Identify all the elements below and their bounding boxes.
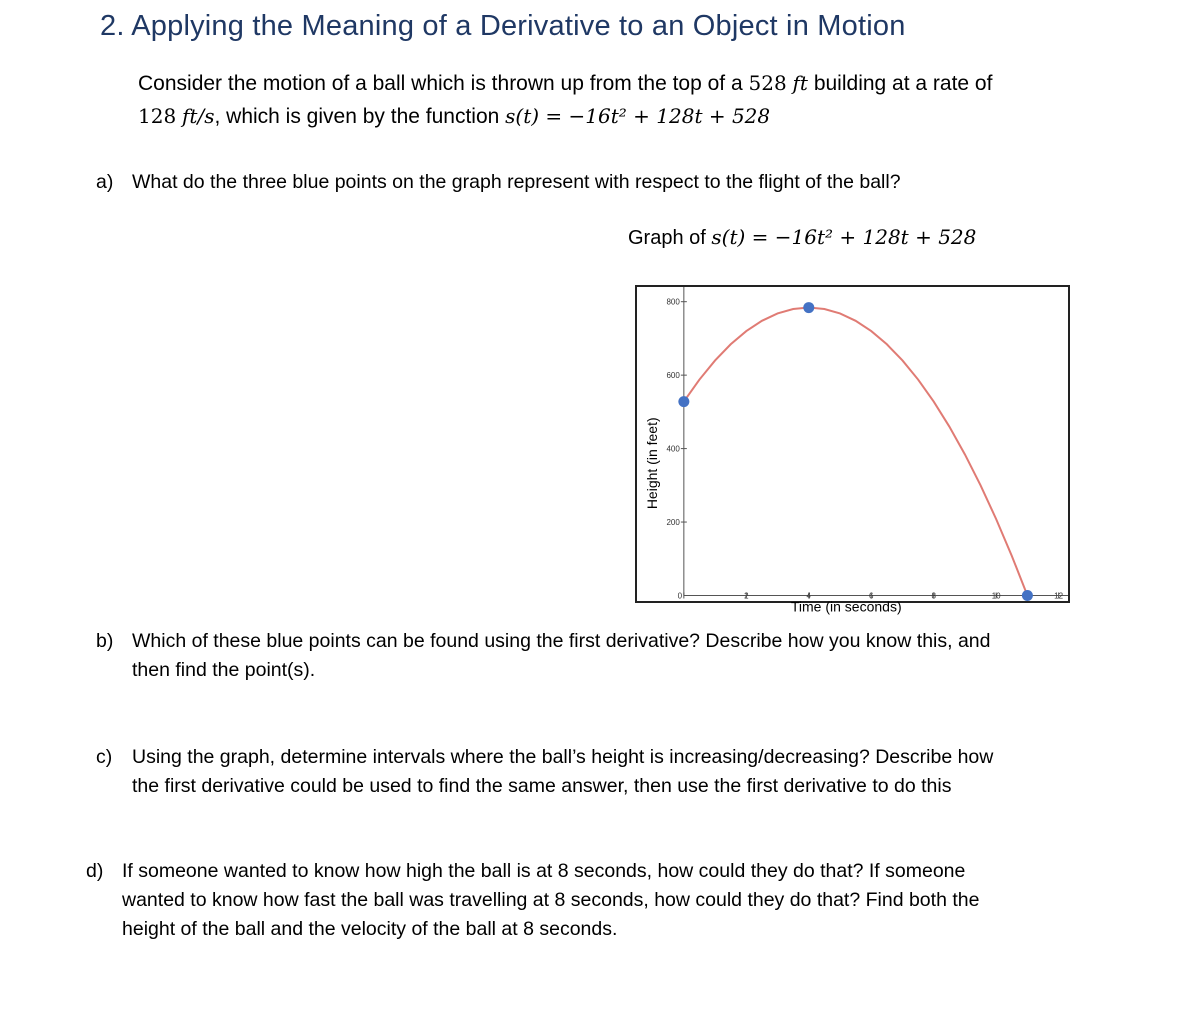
intro-text-2: building at a rate of bbox=[807, 72, 993, 95]
building-height: 528 bbox=[748, 71, 787, 95]
throw-rate: 128 bbox=[138, 104, 177, 128]
question-d bbox=[86, 857, 1146, 947]
question-c-line-2: the first derivative could be used to find the same answer, then use the first derivative to do this bbox=[132, 775, 952, 797]
x-tick-label: 10 bbox=[991, 591, 1001, 601]
height-curve bbox=[684, 308, 1028, 596]
question-c-text bbox=[132, 743, 993, 801]
question-a-text: What do the three blue points on the graph represent with respect to the flight of the ball? bbox=[132, 171, 901, 193]
intro-paragraph bbox=[138, 67, 1138, 133]
y-tick-label: 400 bbox=[666, 444, 680, 454]
question-b-label: b) bbox=[96, 630, 114, 652]
question-b bbox=[96, 627, 1146, 687]
intro-text-1: Consider the motion of a ball which is thrown up from the top of a bbox=[138, 72, 749, 95]
question-b-line-2: then find the point(s). bbox=[132, 659, 316, 681]
motion-chart bbox=[635, 285, 1070, 615]
question-c-line-1: Using the graph, determine intervals where the ball’s height is increasing/decreasing? Describe how bbox=[132, 746, 994, 768]
x-tick-label: 6 bbox=[869, 591, 874, 601]
graph-title-function: s(t) = −16t² + 128t + 528 bbox=[711, 225, 977, 249]
question-d-label: d) bbox=[86, 860, 104, 882]
question-b-line-1: Which of these blue points can be found using the first derivative? Describe how you know this, and bbox=[132, 630, 991, 652]
graph-title-prefix: Graph of bbox=[628, 227, 712, 249]
question-d-line-1: If someone wanted to know how high the ball is at 8 seconds, how could they do that? If someone bbox=[122, 860, 966, 882]
x-axis-label: Time (in seconds) bbox=[790, 598, 902, 615]
blue-point-3 bbox=[1022, 590, 1033, 601]
question-b-text bbox=[132, 627, 991, 685]
chart-canvas bbox=[637, 287, 1068, 615]
intro-text-3: , which is given by the function bbox=[214, 105, 506, 128]
x-tick-label: 2 bbox=[744, 591, 749, 601]
question-d-text bbox=[122, 857, 979, 944]
question-d-line-2: wanted to know how fast the ball was travelling at 8 seconds, how could they do that? Find both the bbox=[122, 889, 980, 911]
unit-feet-per-second: ft/s bbox=[182, 104, 215, 128]
unit-feet: ft bbox=[792, 71, 808, 95]
question-c-label: c) bbox=[96, 746, 113, 768]
blue-point-1 bbox=[678, 396, 689, 407]
y-tick-label: 800 bbox=[666, 297, 680, 307]
question-c bbox=[96, 743, 1146, 803]
question-a bbox=[96, 168, 1146, 198]
position-function: s(t) = −16t² + 128t + 528 bbox=[505, 104, 771, 128]
x-tick-label: 0 bbox=[677, 591, 683, 601]
question-a-label: a) bbox=[96, 171, 114, 193]
page-heading: 2. Applying the Meaning of a Derivative to an Object in Motion bbox=[100, 10, 906, 42]
x-tick-label: 12 bbox=[1054, 591, 1064, 601]
x-tick-label: 8 bbox=[931, 591, 936, 601]
y-tick-label: 600 bbox=[666, 371, 680, 381]
question-d-line-3: height of the ball and the velocity of the ball at 8 seconds. bbox=[122, 918, 618, 940]
x-tick-label: 4 bbox=[806, 591, 812, 601]
graph-title bbox=[628, 225, 976, 250]
y-axis-label: Height (in feet) bbox=[644, 417, 660, 510]
blue-point-2 bbox=[803, 302, 814, 313]
y-tick-label: 200 bbox=[666, 518, 680, 528]
